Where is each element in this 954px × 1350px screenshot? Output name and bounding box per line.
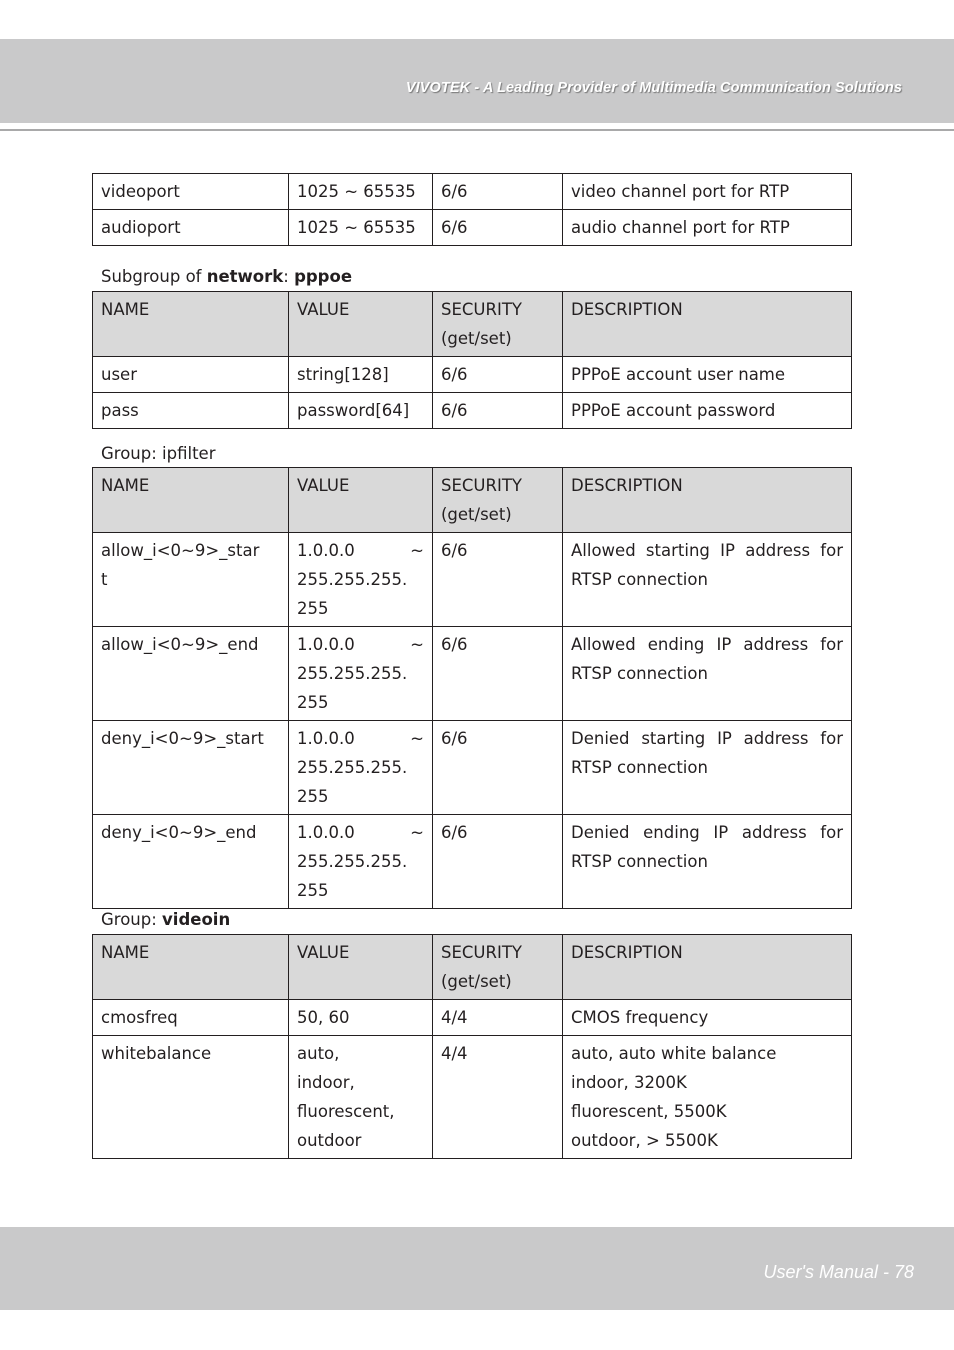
param-name-line: deny_i<0~9>_end	[101, 823, 257, 842]
range-min: 1.0.0.0	[297, 635, 355, 654]
description-line: Denied starting IP address for	[571, 729, 843, 748]
column-header-description: DESCRIPTION	[563, 468, 852, 533]
param-description: PPPoE account password	[563, 393, 852, 429]
param-security: 6/6	[433, 533, 563, 627]
range-tilde: ~	[410, 823, 424, 842]
range-min: 1.0.0.0	[297, 729, 355, 748]
param-name	[93, 533, 289, 627]
range-max-line: 255.255.255.	[297, 758, 408, 777]
param-security: 6/6	[433, 393, 563, 429]
param-name-line: allow_i<0~9>_end	[101, 635, 259, 654]
videoin-table	[92, 934, 852, 1159]
table-row	[93, 174, 852, 210]
table-row	[93, 210, 852, 246]
param-description: audio channel port for RTP	[563, 210, 852, 246]
range-max-line: 255.255.255.	[297, 664, 408, 683]
value-range-start	[297, 630, 424, 659]
range-tilde: ~	[410, 541, 424, 560]
header-divider	[0, 129, 954, 131]
param-value	[289, 533, 433, 627]
column-header-security	[433, 292, 563, 357]
table-row	[93, 815, 852, 909]
range-max-line: 255	[297, 693, 329, 712]
param-name: whitebalance	[93, 1036, 289, 1159]
table-header-row	[93, 292, 852, 357]
range-tilde: ~	[410, 729, 424, 748]
caption-separator: :	[283, 267, 295, 286]
param-name: user	[93, 357, 289, 393]
pppoe-caption	[101, 266, 352, 288]
security-label: SECURITY	[441, 300, 522, 319]
description-line: Denied ending IP address for	[571, 823, 843, 842]
table-header-row	[93, 468, 852, 533]
param-description: video channel port for RTP	[563, 174, 852, 210]
range-min: 1.0.0.0	[297, 541, 355, 560]
column-header-security	[433, 935, 563, 1000]
param-name-line: t	[101, 570, 108, 589]
param-security: 6/6	[433, 815, 563, 909]
table-row	[93, 1036, 852, 1159]
security-label: SECURITY	[441, 943, 522, 962]
range-max-line: 255	[297, 787, 329, 806]
param-name: audioport	[93, 210, 289, 246]
security-sublabel: (get/set)	[441, 972, 512, 991]
param-security: 6/6	[433, 210, 563, 246]
videoin-caption	[101, 909, 230, 931]
param-description: CMOS frequency	[563, 1000, 852, 1036]
caption-subgroup: pppoe	[294, 267, 353, 286]
column-header-value: VALUE	[289, 292, 433, 357]
table-row	[93, 627, 852, 721]
caption-prefix: Group:	[101, 910, 163, 929]
column-header-description: DESCRIPTION	[563, 935, 852, 1000]
pppoe-table	[92, 291, 852, 429]
param-description	[563, 1036, 852, 1159]
param-value	[289, 721, 433, 815]
value-line: auto,	[297, 1044, 340, 1063]
ipfilter-caption: Group: ipfilter	[101, 444, 216, 463]
description-line: RTSP connection	[571, 852, 708, 871]
param-name-line: allow_i<0~9>_star	[101, 541, 260, 560]
description-line: Allowed starting IP address for	[571, 541, 843, 560]
range-min: 1.0.0.0	[297, 823, 355, 842]
param-name	[93, 815, 289, 909]
value-range-start	[297, 724, 424, 753]
range-max-line: 255.255.255.	[297, 570, 408, 589]
range-max-line: 255	[297, 881, 329, 900]
param-value	[289, 1036, 433, 1159]
value-range-start	[297, 818, 424, 847]
param-security: 6/6	[433, 627, 563, 721]
caption-prefix: Subgroup of	[101, 267, 207, 286]
description-line: RTSP connection	[571, 570, 708, 589]
table-row	[93, 357, 852, 393]
description-line: fluorescent, 5500K	[571, 1102, 727, 1121]
value-line: outdoor	[297, 1131, 362, 1150]
param-description: PPPoE account user name	[563, 357, 852, 393]
param-value: 1025 ~ 65535	[289, 210, 433, 246]
column-header-value: VALUE	[289, 468, 433, 533]
description-line: RTSP connection	[571, 758, 708, 777]
page-number-label: User's Manual - 78	[763, 1262, 914, 1282]
column-header-name: NAME	[93, 935, 289, 1000]
param-name-line: deny_i<0~9>_start	[101, 729, 264, 748]
column-header-name: NAME	[93, 468, 289, 533]
param-value: 1025 ~ 65535	[289, 174, 433, 210]
security-sublabel: (get/set)	[441, 329, 512, 348]
param-description	[563, 627, 852, 721]
table-row	[93, 721, 852, 815]
header-banner: VIVOTEK - A Leading Provider of Multimedia Communication Solutions	[405, 80, 902, 96]
column-header-description: DESCRIPTION	[563, 292, 852, 357]
param-value: string[128]	[289, 357, 433, 393]
description-line: RTSP connection	[571, 664, 708, 683]
value-line: fluorescent,	[297, 1102, 395, 1121]
value-line: indoor,	[297, 1073, 355, 1092]
param-security: 4/4	[433, 1036, 563, 1159]
ipfilter-table	[92, 467, 852, 909]
description-line: indoor, 3200K	[571, 1073, 687, 1092]
param-security: 6/6	[433, 174, 563, 210]
param-value: password[64]	[289, 393, 433, 429]
param-value: 50, 60	[289, 1000, 433, 1036]
description-line: outdoor, > 5500K	[571, 1131, 718, 1150]
range-tilde: ~	[410, 635, 424, 654]
range-max-line: 255.255.255.	[297, 852, 408, 871]
param-name: pass	[93, 393, 289, 429]
caption-group: network	[206, 267, 284, 286]
security-label: SECURITY	[441, 476, 522, 495]
param-security: 4/4	[433, 1000, 563, 1036]
column-header-name: NAME	[93, 292, 289, 357]
table-row	[93, 1000, 852, 1036]
param-description	[563, 815, 852, 909]
column-header-value: VALUE	[289, 935, 433, 1000]
table-header-row	[93, 935, 852, 1000]
param-security: 6/6	[433, 721, 563, 815]
security-sublabel: (get/set)	[441, 505, 512, 524]
caption-group: videoin	[162, 910, 231, 929]
description-line: auto, auto white balance	[571, 1044, 777, 1063]
table-row	[93, 533, 852, 627]
param-name	[93, 627, 289, 721]
description-line: Allowed ending IP address for	[571, 635, 843, 654]
param-name: videoport	[93, 174, 289, 210]
param-security: 6/6	[433, 357, 563, 393]
range-max-line: 255	[297, 599, 329, 618]
table-row	[93, 393, 852, 429]
network-table-continued	[92, 173, 852, 246]
param-name	[93, 721, 289, 815]
param-name: cmosfreq	[93, 1000, 289, 1036]
param-value	[289, 627, 433, 721]
param-value	[289, 815, 433, 909]
value-range-start	[297, 536, 424, 565]
param-description	[563, 721, 852, 815]
param-description	[563, 533, 852, 627]
column-header-security	[433, 468, 563, 533]
